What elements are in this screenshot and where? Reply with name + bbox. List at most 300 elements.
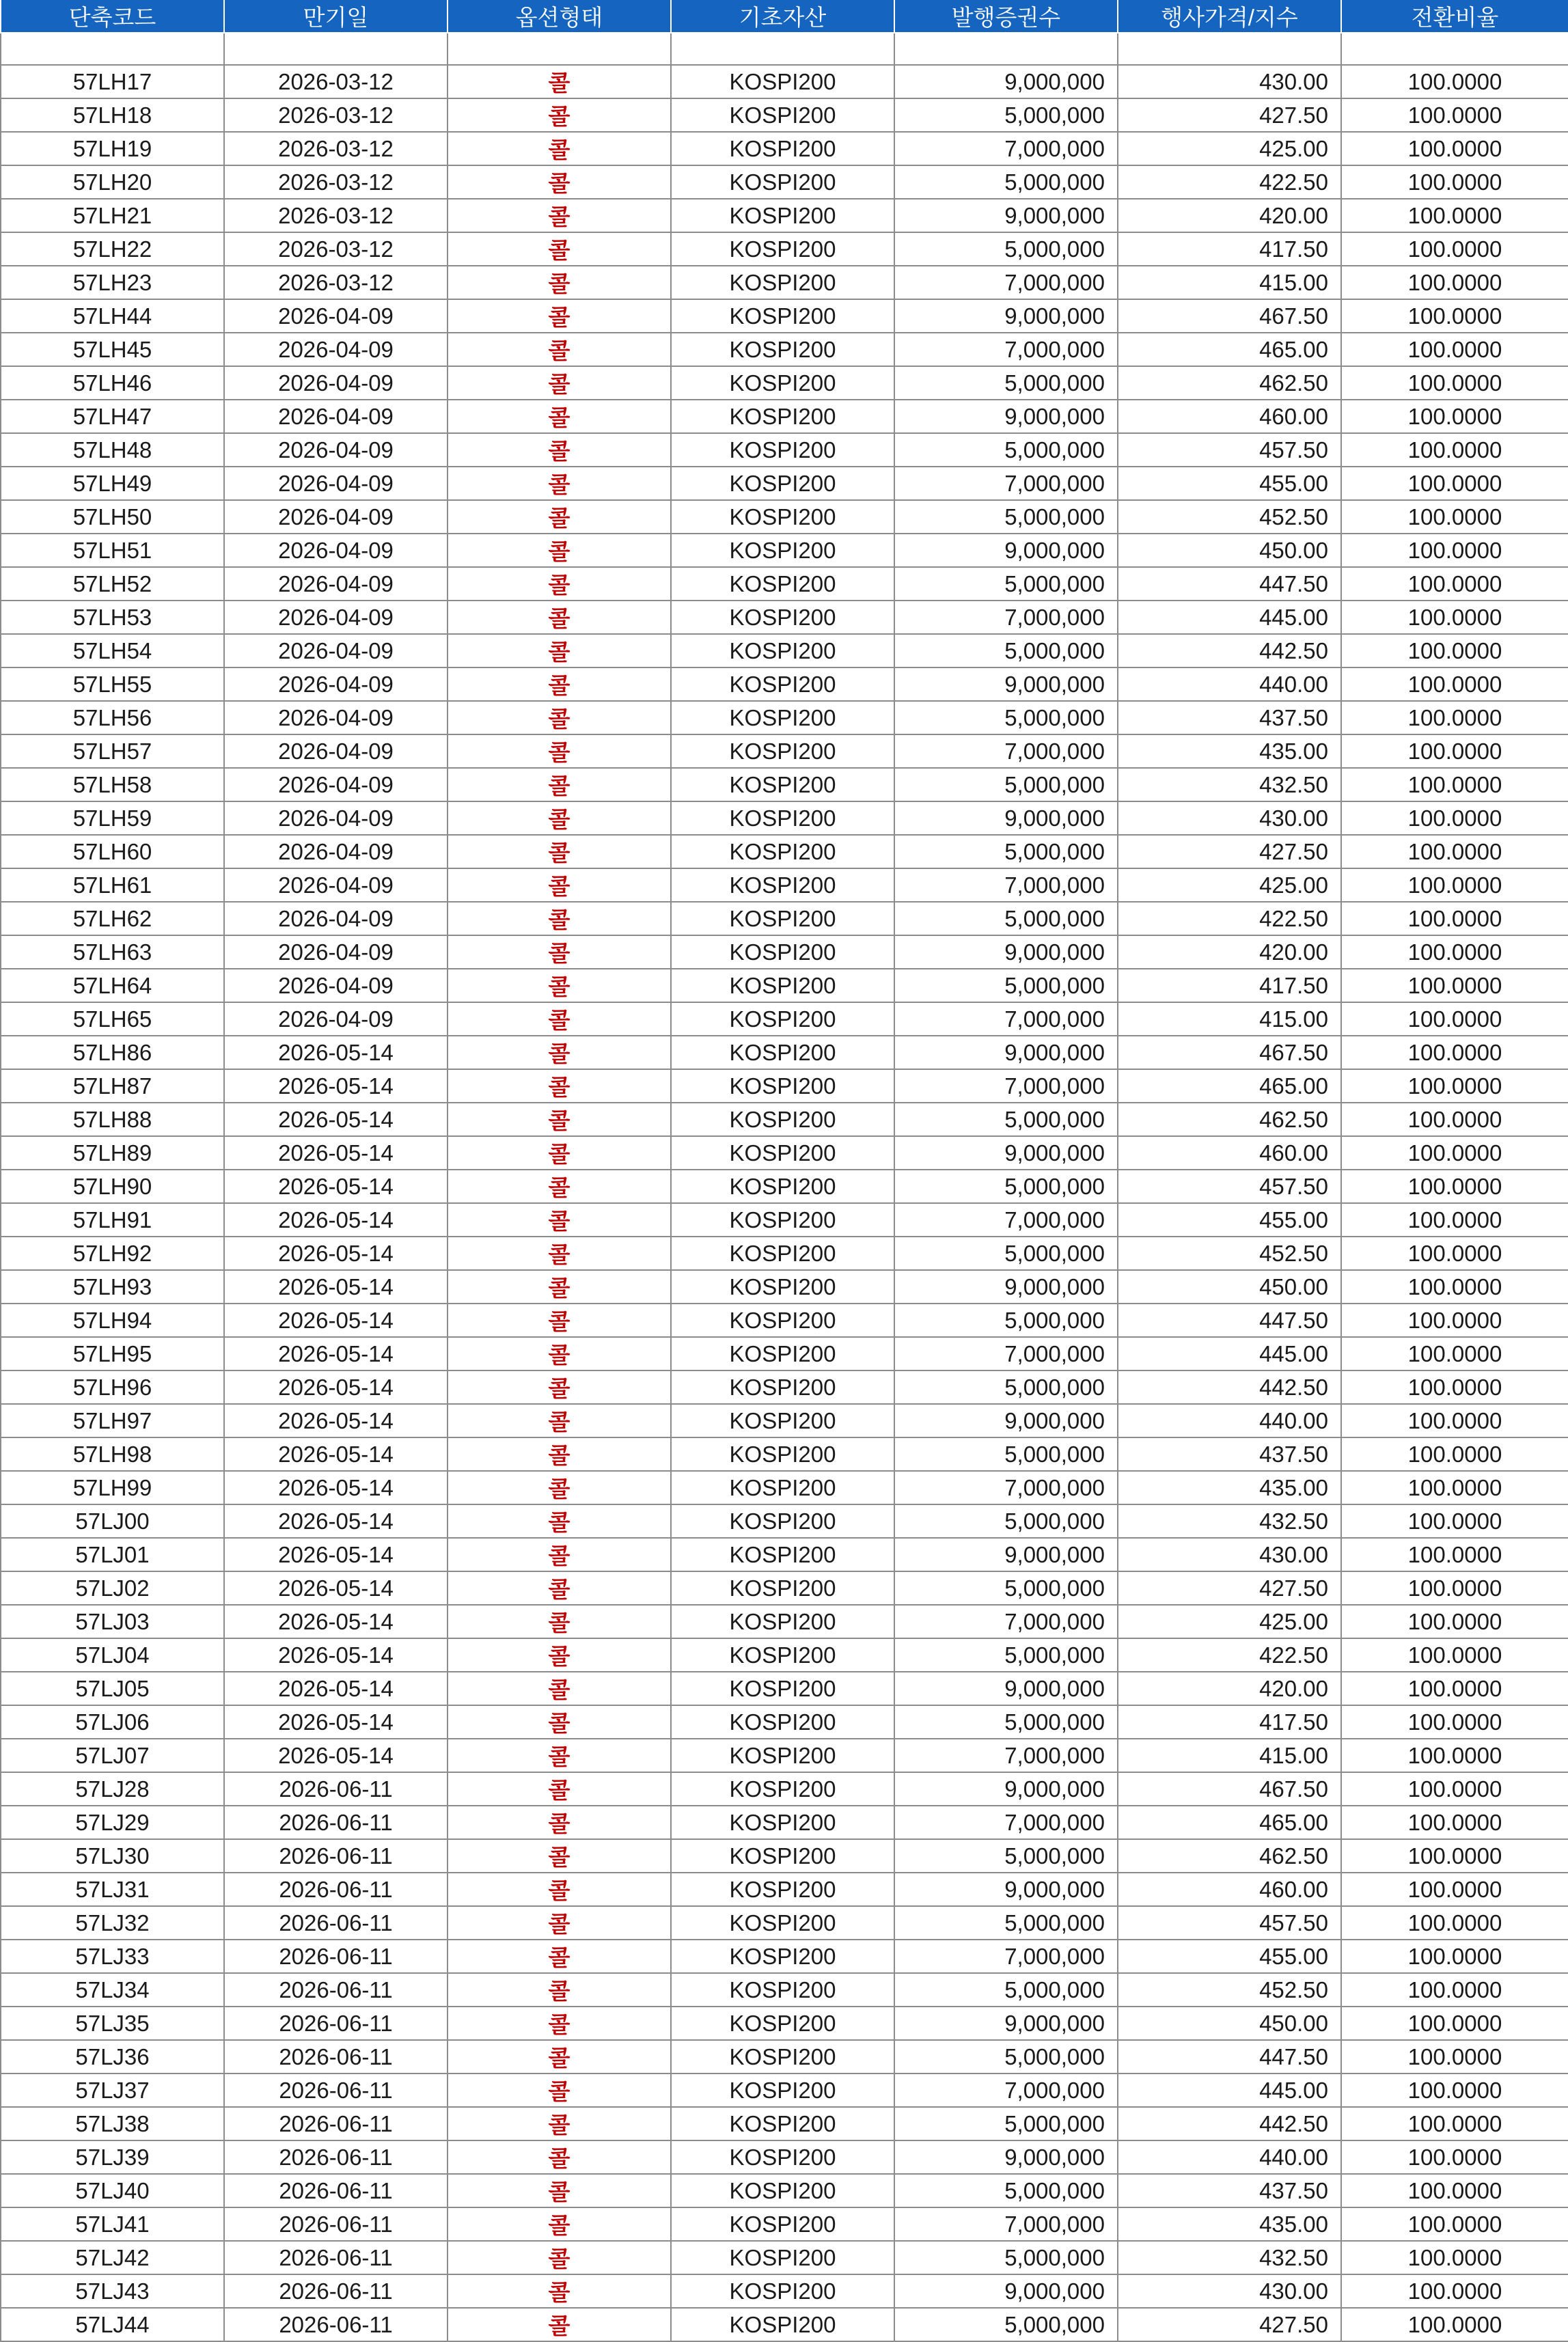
cell-short-code: 57LJ44 [1, 2308, 224, 2341]
table-row[interactable] [1, 567, 1568, 601]
cell-conversion-ratio: 100.0000 [1341, 2174, 1568, 2207]
cell-conversion-ratio: 100.0000 [1341, 534, 1568, 567]
cell-option-type: 콜 [448, 567, 671, 601]
header-row [1, 0, 1568, 33]
cell-underlying-asset: KOSPI200 [671, 1304, 894, 1337]
cell-strike-price: 437.50 [1118, 1437, 1341, 1471]
cell-issued-quantity: 5,000,000 [894, 98, 1118, 132]
cell-issued-quantity: 5,000,000 [894, 232, 1118, 266]
cell-maturity-date: 2026-05-14 [224, 1270, 448, 1304]
table-row[interactable] [1, 1873, 1568, 1906]
cell-conversion-ratio: 100.0000 [1341, 1605, 1568, 1638]
cell-underlying-asset: KOSPI200 [671, 534, 894, 567]
cell-strike-price: 462.50 [1118, 1839, 1341, 1873]
cell-underlying-asset: KOSPI200 [671, 98, 894, 132]
cell-strike-price: 427.50 [1118, 1571, 1341, 1605]
cell-option-type: 콜 [448, 1136, 671, 1170]
cell-issued-quantity: 5,000,000 [894, 1237, 1118, 1270]
cell-strike-price: 422.50 [1118, 902, 1341, 935]
cell-conversion-ratio: 100.0000 [1341, 1270, 1568, 1304]
cell-option-type: 콜 [448, 1806, 671, 1839]
cell-conversion-ratio: 100.0000 [1341, 1772, 1568, 1806]
table-row[interactable] [1, 868, 1568, 902]
cell-maturity-date: 2026-04-09 [224, 634, 448, 667]
cell-issued-quantity: 7,000,000 [894, 1337, 1118, 1370]
table-row[interactable] [1, 366, 1568, 400]
cell-issued-quantity: 5,000,000 [894, 1103, 1118, 1136]
cell-conversion-ratio: 100.0000 [1341, 132, 1568, 165]
table-row[interactable] [1, 1940, 1568, 1973]
cell-maturity-date: 2026-04-09 [224, 835, 448, 868]
cell-underlying-asset: KOSPI200 [671, 801, 894, 835]
cell-conversion-ratio: 100.0000 [1341, 1571, 1568, 1605]
table-row[interactable] [1, 1136, 1568, 1170]
table-row[interactable] [1, 667, 1568, 701]
cell-strike-price: 442.50 [1118, 1370, 1341, 1404]
table-row[interactable] [1, 500, 1568, 534]
cell-option-type: 콜 [448, 2174, 671, 2207]
table-row[interactable] [1, 534, 1568, 567]
table-row[interactable] [1, 2274, 1568, 2308]
cell-strike-price: 447.50 [1118, 567, 1341, 601]
table-row[interactable] [1, 1437, 1568, 1471]
blank-cell [224, 33, 448, 65]
cell-conversion-ratio: 100.0000 [1341, 1638, 1568, 1672]
cell-underlying-asset: KOSPI200 [671, 1203, 894, 1237]
cell-conversion-ratio: 100.0000 [1341, 1203, 1568, 1237]
table-body [1, 33, 1568, 2341]
cell-conversion-ratio: 100.0000 [1341, 868, 1568, 902]
cell-strike-price: 425.00 [1118, 868, 1341, 902]
cell-conversion-ratio: 100.0000 [1341, 299, 1568, 333]
blank-cell [1, 33, 224, 65]
table-row[interactable] [1, 1370, 1568, 1404]
cell-conversion-ratio: 100.0000 [1341, 835, 1568, 868]
cell-issued-quantity: 9,000,000 [894, 299, 1118, 333]
table-row[interactable] [1, 1806, 1568, 1839]
header-conversion-ratio[interactable]: 전환비율 [1341, 0, 1568, 33]
cell-short-code: 57LH45 [1, 333, 224, 366]
cell-strike-price: 465.00 [1118, 333, 1341, 366]
cell-maturity-date: 2026-06-11 [224, 1906, 448, 1940]
table-row[interactable] [1, 1203, 1568, 1237]
cell-maturity-date: 2026-05-14 [224, 1471, 448, 1504]
table-row[interactable] [1, 2140, 1568, 2174]
cell-issued-quantity: 7,000,000 [894, 2074, 1118, 2107]
cell-maturity-date: 2026-04-09 [224, 902, 448, 935]
cell-conversion-ratio: 100.0000 [1341, 567, 1568, 601]
cell-short-code: 57LJ33 [1, 1940, 224, 1973]
cell-short-code: 57LH53 [1, 601, 224, 634]
cell-option-type: 콜 [448, 1906, 671, 1940]
cell-short-code: 57LJ31 [1, 1873, 224, 1906]
cell-underlying-asset: KOSPI200 [671, 835, 894, 868]
table-row[interactable] [1, 1404, 1568, 1437]
table-row[interactable] [1, 1170, 1568, 1203]
cell-maturity-date: 2026-05-14 [224, 1705, 448, 1739]
cell-short-code: 57LH64 [1, 969, 224, 1002]
cell-short-code: 57LH93 [1, 1270, 224, 1304]
table-row[interactable] [1, 902, 1568, 935]
cell-short-code: 57LJ36 [1, 2040, 224, 2074]
cell-conversion-ratio: 100.0000 [1341, 1002, 1568, 1036]
cell-underlying-asset: KOSPI200 [671, 1136, 894, 1170]
table-row[interactable] [1, 333, 1568, 366]
cell-underlying-asset: KOSPI200 [671, 1571, 894, 1605]
cell-maturity-date: 2026-06-11 [224, 2174, 448, 2207]
cell-option-type: 콜 [448, 366, 671, 400]
cell-strike-price: 422.50 [1118, 1638, 1341, 1672]
cell-option-type: 콜 [448, 1839, 671, 1873]
cell-maturity-date: 2026-03-12 [224, 65, 448, 98]
cell-issued-quantity: 7,000,000 [894, 467, 1118, 500]
cell-option-type: 콜 [448, 1471, 671, 1504]
cell-short-code: 57LH57 [1, 734, 224, 768]
cell-strike-price: 460.00 [1118, 1136, 1341, 1170]
cell-short-code: 57LH46 [1, 366, 224, 400]
cell-strike-price: 452.50 [1118, 1973, 1341, 2007]
cell-strike-price: 465.00 [1118, 1806, 1341, 1839]
cell-strike-price: 430.00 [1118, 2274, 1341, 2308]
cell-maturity-date: 2026-04-09 [224, 601, 448, 634]
cell-short-code: 57LH17 [1, 65, 224, 98]
cell-conversion-ratio: 100.0000 [1341, 1973, 1568, 2007]
cell-issued-quantity: 5,000,000 [894, 1906, 1118, 1940]
cell-short-code: 57LH98 [1, 1437, 224, 1471]
header-strike-price[interactable]: 행사가격/지수 [1118, 0, 1341, 33]
cell-conversion-ratio: 100.0000 [1341, 199, 1568, 232]
cell-conversion-ratio: 100.0000 [1341, 2040, 1568, 2074]
cell-option-type: 콜 [448, 969, 671, 1002]
table-row[interactable] [1, 98, 1568, 132]
table-row[interactable] [1, 2007, 1568, 2040]
cell-option-type: 콜 [448, 2274, 671, 2308]
cell-issued-quantity: 9,000,000 [894, 534, 1118, 567]
table-row[interactable] [1, 1304, 1568, 1337]
table-row[interactable] [1, 1538, 1568, 1571]
cell-strike-price: 460.00 [1118, 1873, 1341, 1906]
cell-conversion-ratio: 100.0000 [1341, 1237, 1568, 1270]
cell-issued-quantity: 9,000,000 [894, 2007, 1118, 2040]
cell-underlying-asset: KOSPI200 [671, 2107, 894, 2140]
cell-short-code: 57LH20 [1, 165, 224, 199]
cell-maturity-date: 2026-04-09 [224, 567, 448, 601]
table-row[interactable] [1, 2174, 1568, 2207]
cell-short-code: 57LJ39 [1, 2140, 224, 2174]
cell-issued-quantity: 7,000,000 [894, 1471, 1118, 1504]
cell-underlying-asset: KOSPI200 [671, 266, 894, 299]
table-row[interactable] [1, 165, 1568, 199]
cell-conversion-ratio: 100.0000 [1341, 1471, 1568, 1504]
cell-issued-quantity: 9,000,000 [894, 1538, 1118, 1571]
cell-issued-quantity: 7,000,000 [894, 868, 1118, 902]
cell-short-code: 57LJ35 [1, 2007, 224, 2040]
cell-conversion-ratio: 100.0000 [1341, 2107, 1568, 2140]
cell-issued-quantity: 5,000,000 [894, 2040, 1118, 2074]
cell-conversion-ratio: 100.0000 [1341, 1069, 1568, 1103]
cell-strike-price: 450.00 [1118, 534, 1341, 567]
cell-short-code: 57LH23 [1, 266, 224, 299]
cell-maturity-date: 2026-05-14 [224, 1638, 448, 1672]
cell-issued-quantity: 5,000,000 [894, 1370, 1118, 1404]
cell-conversion-ratio: 100.0000 [1341, 1873, 1568, 1906]
cell-issued-quantity: 9,000,000 [894, 400, 1118, 433]
blank-row [1, 33, 1568, 65]
cell-option-type: 콜 [448, 500, 671, 534]
cell-maturity-date: 2026-06-11 [224, 1772, 448, 1806]
cell-issued-quantity: 7,000,000 [894, 1002, 1118, 1036]
cell-short-code: 57LH51 [1, 534, 224, 567]
header-short-code[interactable]: 단축코드 [1, 0, 224, 33]
table-row[interactable] [1, 1237, 1568, 1270]
cell-short-code: 57LH90 [1, 1170, 224, 1203]
cell-short-code: 57LJ32 [1, 1906, 224, 1940]
table-row[interactable] [1, 1739, 1568, 1772]
cell-underlying-asset: KOSPI200 [671, 1839, 894, 1873]
cell-issued-quantity: 9,000,000 [894, 2140, 1118, 2174]
cell-maturity-date: 2026-04-09 [224, 299, 448, 333]
table-row[interactable] [1, 1705, 1568, 1739]
cell-strike-price: 440.00 [1118, 2140, 1341, 2174]
cell-option-type: 콜 [448, 1605, 671, 1638]
cell-underlying-asset: KOSPI200 [671, 1538, 894, 1571]
cell-strike-price: 420.00 [1118, 199, 1341, 232]
table-row[interactable] [1, 1069, 1568, 1103]
table-row[interactable] [1, 2241, 1568, 2274]
cell-short-code: 57LJ04 [1, 1638, 224, 1672]
cell-conversion-ratio: 100.0000 [1341, 1806, 1568, 1839]
cell-short-code: 57LH88 [1, 1103, 224, 1136]
cell-issued-quantity: 9,000,000 [894, 1036, 1118, 1069]
cell-underlying-asset: KOSPI200 [671, 1002, 894, 1036]
cell-maturity-date: 2026-04-09 [224, 734, 448, 768]
table-row[interactable] [1, 1471, 1568, 1504]
header-maturity-date[interactable]: 만기일 [224, 0, 448, 33]
table-row[interactable] [1, 1772, 1568, 1806]
cell-maturity-date: 2026-04-09 [224, 969, 448, 1002]
cell-option-type: 콜 [448, 1270, 671, 1304]
table-row[interactable] [1, 467, 1568, 500]
cell-issued-quantity: 5,000,000 [894, 2174, 1118, 2207]
cell-issued-quantity: 5,000,000 [894, 1571, 1118, 1605]
cell-maturity-date: 2026-04-09 [224, 400, 448, 433]
cell-option-type: 콜 [448, 734, 671, 768]
cell-option-type: 콜 [448, 2040, 671, 2074]
cell-strike-price: 450.00 [1118, 2007, 1341, 2040]
header-underlying-asset[interactable]: 기초자산 [671, 0, 894, 33]
cell-strike-price: 437.50 [1118, 701, 1341, 734]
cell-issued-quantity: 9,000,000 [894, 1404, 1118, 1437]
cell-option-type: 콜 [448, 534, 671, 567]
cell-maturity-date: 2026-05-14 [224, 1404, 448, 1437]
cell-issued-quantity: 5,000,000 [894, 567, 1118, 601]
table-row[interactable] [1, 969, 1568, 1002]
cell-short-code: 57LJ41 [1, 2207, 224, 2241]
cell-conversion-ratio: 100.0000 [1341, 1504, 1568, 1538]
cell-maturity-date: 2026-03-12 [224, 165, 448, 199]
cell-underlying-asset: KOSPI200 [671, 1739, 894, 1772]
cell-strike-price: 432.50 [1118, 2241, 1341, 2274]
cell-option-type: 콜 [448, 902, 671, 935]
table-row[interactable] [1, 2107, 1568, 2140]
cell-underlying-asset: KOSPI200 [671, 1069, 894, 1103]
cell-option-type: 콜 [448, 266, 671, 299]
cell-underlying-asset: KOSPI200 [671, 333, 894, 366]
blank-cell [448, 33, 671, 65]
table-row[interactable] [1, 1672, 1568, 1705]
cell-option-type: 콜 [448, 1638, 671, 1672]
cell-short-code: 57LJ40 [1, 2174, 224, 2207]
cell-issued-quantity: 7,000,000 [894, 1203, 1118, 1237]
cell-maturity-date: 2026-03-12 [224, 266, 448, 299]
table-row[interactable] [1, 400, 1568, 433]
table-row[interactable] [1, 835, 1568, 868]
cell-issued-quantity: 9,000,000 [894, 801, 1118, 835]
table-row[interactable] [1, 299, 1568, 333]
table-row[interactable] [1, 1270, 1568, 1304]
header-option-type[interactable]: 옵션형태 [448, 0, 671, 33]
cell-issued-quantity: 7,000,000 [894, 1069, 1118, 1103]
cell-strike-price: 452.50 [1118, 1237, 1341, 1270]
cell-issued-quantity: 5,000,000 [894, 701, 1118, 734]
cell-underlying-asset: KOSPI200 [671, 1337, 894, 1370]
header-issued-quantity[interactable]: 발행증권수 [894, 0, 1118, 33]
cell-option-type: 콜 [448, 1237, 671, 1270]
cell-issued-quantity: 9,000,000 [894, 1772, 1118, 1806]
cell-conversion-ratio: 100.0000 [1341, 1036, 1568, 1069]
cell-maturity-date: 2026-03-12 [224, 132, 448, 165]
cell-underlying-asset: KOSPI200 [671, 2007, 894, 2040]
cell-short-code: 57LJ06 [1, 1705, 224, 1739]
table-row[interactable] [1, 1638, 1568, 1672]
cell-issued-quantity: 5,000,000 [894, 1973, 1118, 2007]
cell-strike-price: 417.50 [1118, 232, 1341, 266]
cell-strike-price: 457.50 [1118, 433, 1341, 467]
table-row[interactable] [1, 1337, 1568, 1370]
cell-option-type: 콜 [448, 1069, 671, 1103]
cell-issued-quantity: 9,000,000 [894, 1672, 1118, 1705]
cell-conversion-ratio: 100.0000 [1341, 433, 1568, 467]
table-row[interactable] [1, 1605, 1568, 1638]
table-row[interactable] [1, 132, 1568, 165]
cell-option-type: 콜 [448, 1103, 671, 1136]
cell-option-type: 콜 [448, 400, 671, 433]
table-row[interactable] [1, 2207, 1568, 2241]
table-row[interactable] [1, 768, 1568, 801]
cell-underlying-asset: KOSPI200 [671, 65, 894, 98]
cell-option-type: 콜 [448, 1337, 671, 1370]
table-row[interactable] [1, 1973, 1568, 2007]
cell-issued-quantity: 9,000,000 [894, 667, 1118, 701]
cell-option-type: 콜 [448, 1873, 671, 1906]
table-row[interactable] [1, 1036, 1568, 1069]
cell-maturity-date: 2026-04-09 [224, 768, 448, 801]
table-row[interactable] [1, 232, 1568, 266]
blank-cell [894, 33, 1118, 65]
cell-option-type: 콜 [448, 433, 671, 467]
cell-issued-quantity: 5,000,000 [894, 969, 1118, 1002]
cell-option-type: 콜 [448, 801, 671, 835]
table-row[interactable] [1, 601, 1568, 634]
cell-short-code: 57LJ28 [1, 1772, 224, 1806]
cell-maturity-date: 2026-04-09 [224, 801, 448, 835]
cell-maturity-date: 2026-05-14 [224, 1036, 448, 1069]
cell-short-code: 57LH65 [1, 1002, 224, 1036]
cell-issued-quantity: 5,000,000 [894, 634, 1118, 667]
cell-option-type: 콜 [448, 199, 671, 232]
cell-underlying-asset: KOSPI200 [671, 2274, 894, 2308]
cell-option-type: 콜 [448, 634, 671, 667]
table-row[interactable] [1, 634, 1568, 667]
cell-option-type: 콜 [448, 1203, 671, 1237]
table-row[interactable] [1, 2040, 1568, 2074]
cell-strike-price: 425.00 [1118, 1605, 1341, 1638]
cell-issued-quantity: 7,000,000 [894, 601, 1118, 634]
table-row[interactable] [1, 1103, 1568, 1136]
cell-maturity-date: 2026-04-09 [224, 366, 448, 400]
cell-short-code: 57LH54 [1, 634, 224, 667]
cell-maturity-date: 2026-05-14 [224, 1370, 448, 1404]
table-row[interactable] [1, 801, 1568, 835]
cell-underlying-asset: KOSPI200 [671, 734, 894, 768]
table-row[interactable] [1, 1906, 1568, 1940]
cell-short-code: 57LJ00 [1, 1504, 224, 1538]
cell-conversion-ratio: 100.0000 [1341, 1906, 1568, 1940]
cell-issued-quantity: 7,000,000 [894, 1940, 1118, 1973]
table-row[interactable] [1, 935, 1568, 969]
table-row[interactable] [1, 199, 1568, 232]
table-row[interactable] [1, 65, 1568, 98]
table-row[interactable] [1, 1839, 1568, 1873]
table-row[interactable] [1, 701, 1568, 734]
cell-maturity-date: 2026-04-09 [224, 1002, 448, 1036]
cell-conversion-ratio: 100.0000 [1341, 266, 1568, 299]
table-row[interactable] [1, 1002, 1568, 1036]
cell-conversion-ratio: 100.0000 [1341, 1404, 1568, 1437]
cell-strike-price: 467.50 [1118, 1036, 1341, 1069]
table-row[interactable] [1, 2074, 1568, 2107]
cell-strike-price: 422.50 [1118, 165, 1341, 199]
cell-strike-price: 465.00 [1118, 1069, 1341, 1103]
table-row[interactable] [1, 433, 1568, 467]
cell-conversion-ratio: 100.0000 [1341, 768, 1568, 801]
table-row[interactable] [1, 266, 1568, 299]
cell-short-code: 57LH48 [1, 433, 224, 467]
cell-conversion-ratio: 100.0000 [1341, 366, 1568, 400]
cell-short-code: 57LH56 [1, 701, 224, 734]
cell-conversion-ratio: 100.0000 [1341, 1437, 1568, 1471]
table-row[interactable] [1, 1504, 1568, 1538]
cell-strike-price: 457.50 [1118, 1906, 1341, 1940]
cell-option-type: 콜 [448, 132, 671, 165]
cell-short-code: 57LH96 [1, 1370, 224, 1404]
cell-underlying-asset: KOSPI200 [671, 1036, 894, 1069]
cell-underlying-asset: KOSPI200 [671, 2174, 894, 2207]
cell-strike-price: 445.00 [1118, 1337, 1341, 1370]
cell-underlying-asset: KOSPI200 [671, 2140, 894, 2174]
table-row[interactable] [1, 1571, 1568, 1605]
cell-maturity-date: 2026-06-11 [224, 1973, 448, 2007]
cell-conversion-ratio: 100.0000 [1341, 634, 1568, 667]
cell-conversion-ratio: 100.0000 [1341, 734, 1568, 768]
table-row[interactable] [1, 734, 1568, 768]
cell-short-code: 57LJ38 [1, 2107, 224, 2140]
cell-option-type: 콜 [448, 1404, 671, 1437]
cell-short-code: 57LH19 [1, 132, 224, 165]
cell-strike-price: 447.50 [1118, 1304, 1341, 1337]
cell-underlying-asset: KOSPI200 [671, 567, 894, 601]
cell-issued-quantity: 5,000,000 [894, 768, 1118, 801]
